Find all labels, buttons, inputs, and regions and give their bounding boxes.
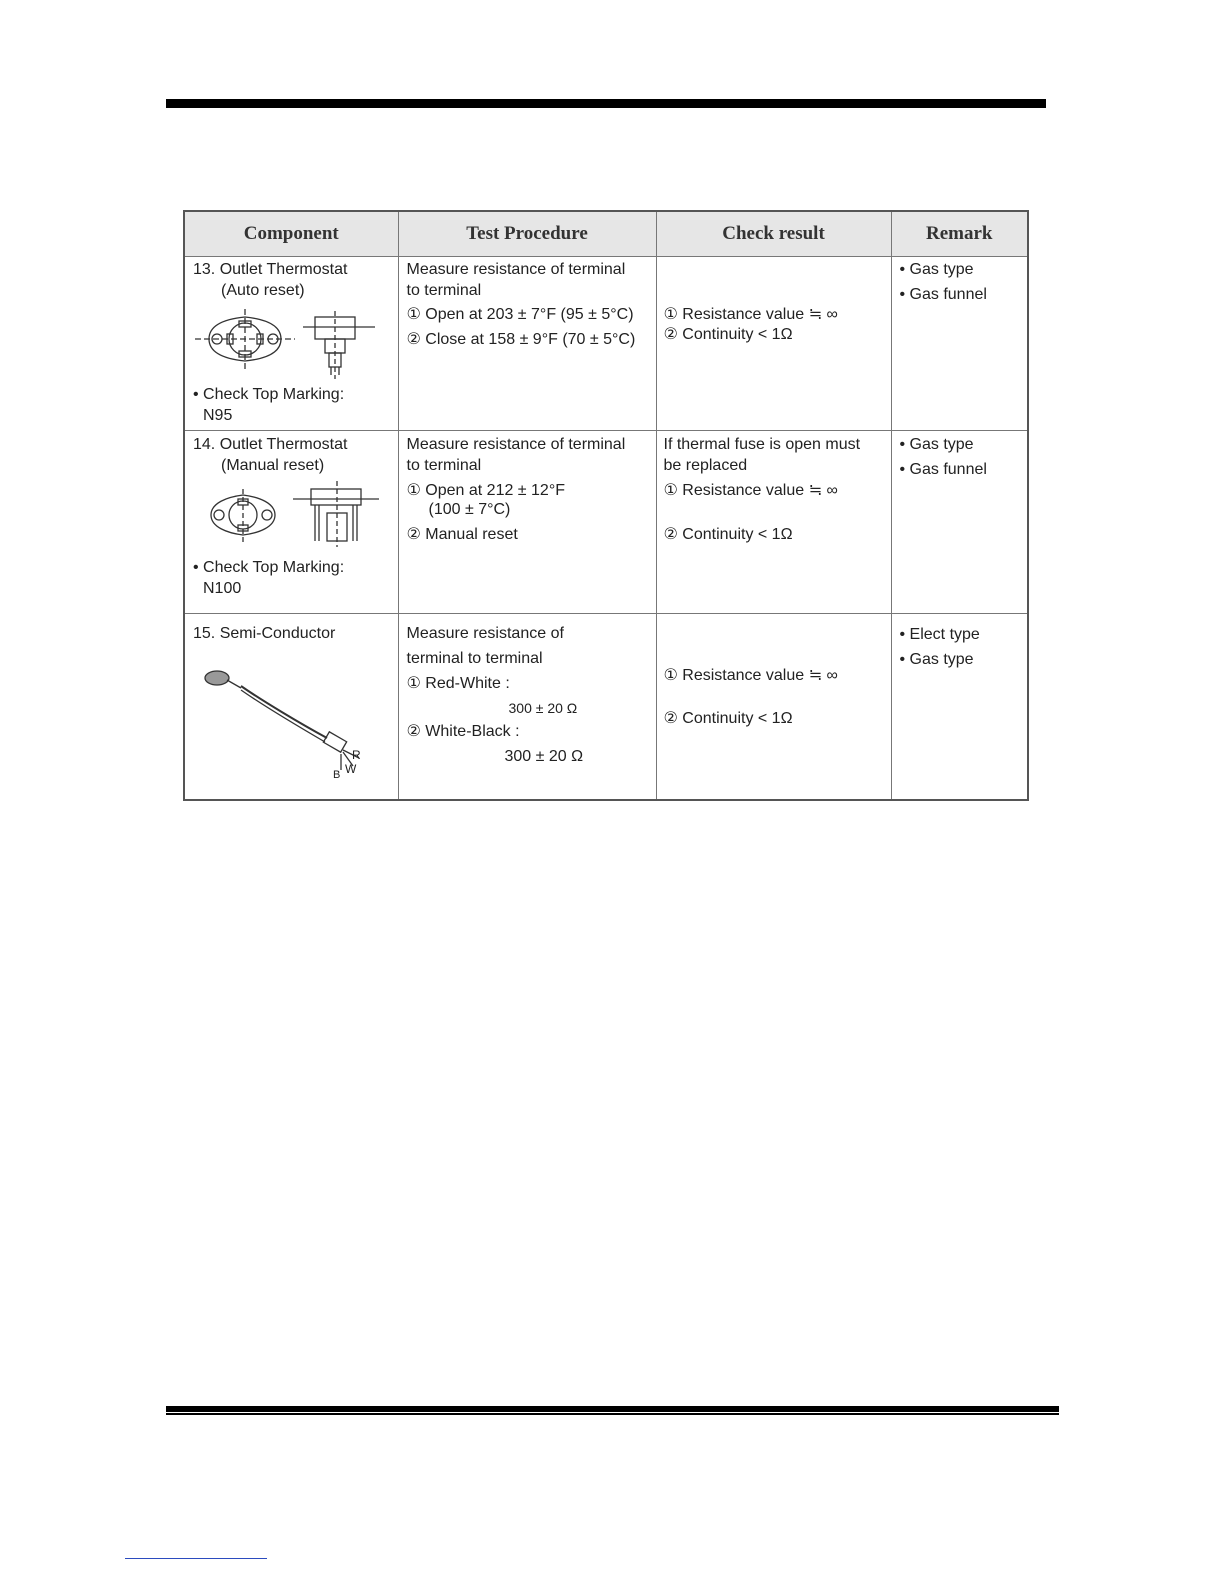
- header-component: Component: [184, 211, 398, 257]
- procedure-line: Measure resistance of terminal: [406, 436, 626, 453]
- remark-line: • Gas funnel: [899, 461, 987, 478]
- remark-cell: [891, 614, 1028, 801]
- check-top-marking-value: N95: [203, 407, 233, 424]
- result-line: ① Resistance value ≒ ∞: [663, 306, 838, 323]
- procedure-line: (100 ± 7°C): [428, 501, 511, 518]
- component-cell: [184, 257, 398, 431]
- remark-line: • Gas funnel: [899, 286, 987, 303]
- component-subtitle: (Manual reset): [221, 457, 325, 474]
- table-row: [184, 431, 1028, 614]
- remark-cell: [891, 431, 1028, 614]
- procedure-cell: [398, 257, 656, 431]
- check-top-marking-value: N100: [203, 580, 242, 597]
- procedure-line: ② White-Black :: [406, 723, 520, 740]
- procedure-line: to terminal: [406, 457, 482, 474]
- procedure-line: ② Manual reset: [406, 526, 518, 543]
- result-line: ① Resistance value ≒ ∞: [663, 667, 838, 684]
- wire-label-r: R: [352, 748, 361, 762]
- result-line: ① Resistance value ≒ ∞: [663, 482, 838, 499]
- check-top-marking-label: • Check Top Marking:: [193, 386, 345, 403]
- result-line: ② Continuity < 1Ω: [663, 710, 793, 727]
- table-row: [184, 257, 1028, 431]
- remark-cell: [891, 257, 1028, 431]
- component-title: 15. Semi-Conductor: [193, 625, 336, 642]
- remark-line: • Gas type: [899, 436, 974, 453]
- table-row: [184, 614, 1028, 801]
- result-line: ② Continuity < 1Ω: [663, 526, 793, 543]
- thermostat-auto-reset-drawing: [195, 309, 385, 381]
- procedure-cell: [398, 614, 656, 801]
- result-cell: [656, 257, 891, 431]
- component-title: 14. Outlet Thermostat: [193, 436, 348, 453]
- component-cell: [184, 614, 398, 801]
- component-cell: [184, 431, 398, 614]
- wire-label-b: B: [333, 769, 341, 781]
- procedure-line: ① Red-White :: [406, 675, 510, 692]
- procedure-line: Measure resistance of terminal: [406, 261, 626, 278]
- header-rule: [166, 99, 1046, 108]
- thermostat-manual-reset-drawing: [207, 481, 382, 551]
- component-title: 13. Outlet Thermostat: [193, 261, 348, 278]
- result-line: ② Continuity < 1Ω: [663, 326, 793, 343]
- result-line: be replaced: [663, 457, 748, 474]
- header-remark: Remark: [891, 211, 1028, 257]
- header-check-result: Check result: [656, 211, 891, 257]
- procedure-line: terminal to terminal: [406, 650, 543, 667]
- component-subtitle: (Auto reset): [221, 282, 305, 299]
- footer-rule: [166, 1406, 1059, 1415]
- footer-link-underline: [125, 1558, 267, 1559]
- procedure-line: ② Close at 158 ± 9°F (70 ± 5°C): [406, 331, 636, 348]
- procedure-line: 300 ± 20 Ω: [508, 700, 578, 716]
- table-header-row: [184, 211, 1028, 257]
- remark-line: • Elect type: [899, 626, 980, 643]
- procedure-line: ① Open at 212 ± 12°F: [406, 482, 565, 499]
- result-cell: [656, 431, 891, 614]
- procedure-line: 300 ± 20 Ω: [504, 748, 584, 765]
- procedure-line: to terminal: [406, 282, 482, 299]
- header-test-procedure: Test Procedure: [398, 211, 656, 257]
- remark-line: • Gas type: [899, 651, 974, 668]
- procedure-line: ① Open at 203 ± 7°F (95 ± 5°C): [406, 306, 634, 323]
- component-test-table: [183, 210, 1029, 801]
- procedure-line: Measure resistance of: [406, 625, 564, 642]
- result-cell: [656, 614, 891, 801]
- result-line: If thermal fuse is open must: [663, 436, 861, 453]
- procedure-cell: [398, 431, 656, 614]
- remark-line: • Gas type: [899, 261, 974, 278]
- wire-label-w: W: [345, 762, 357, 776]
- check-top-marking-label: • Check Top Marking:: [193, 559, 345, 576]
